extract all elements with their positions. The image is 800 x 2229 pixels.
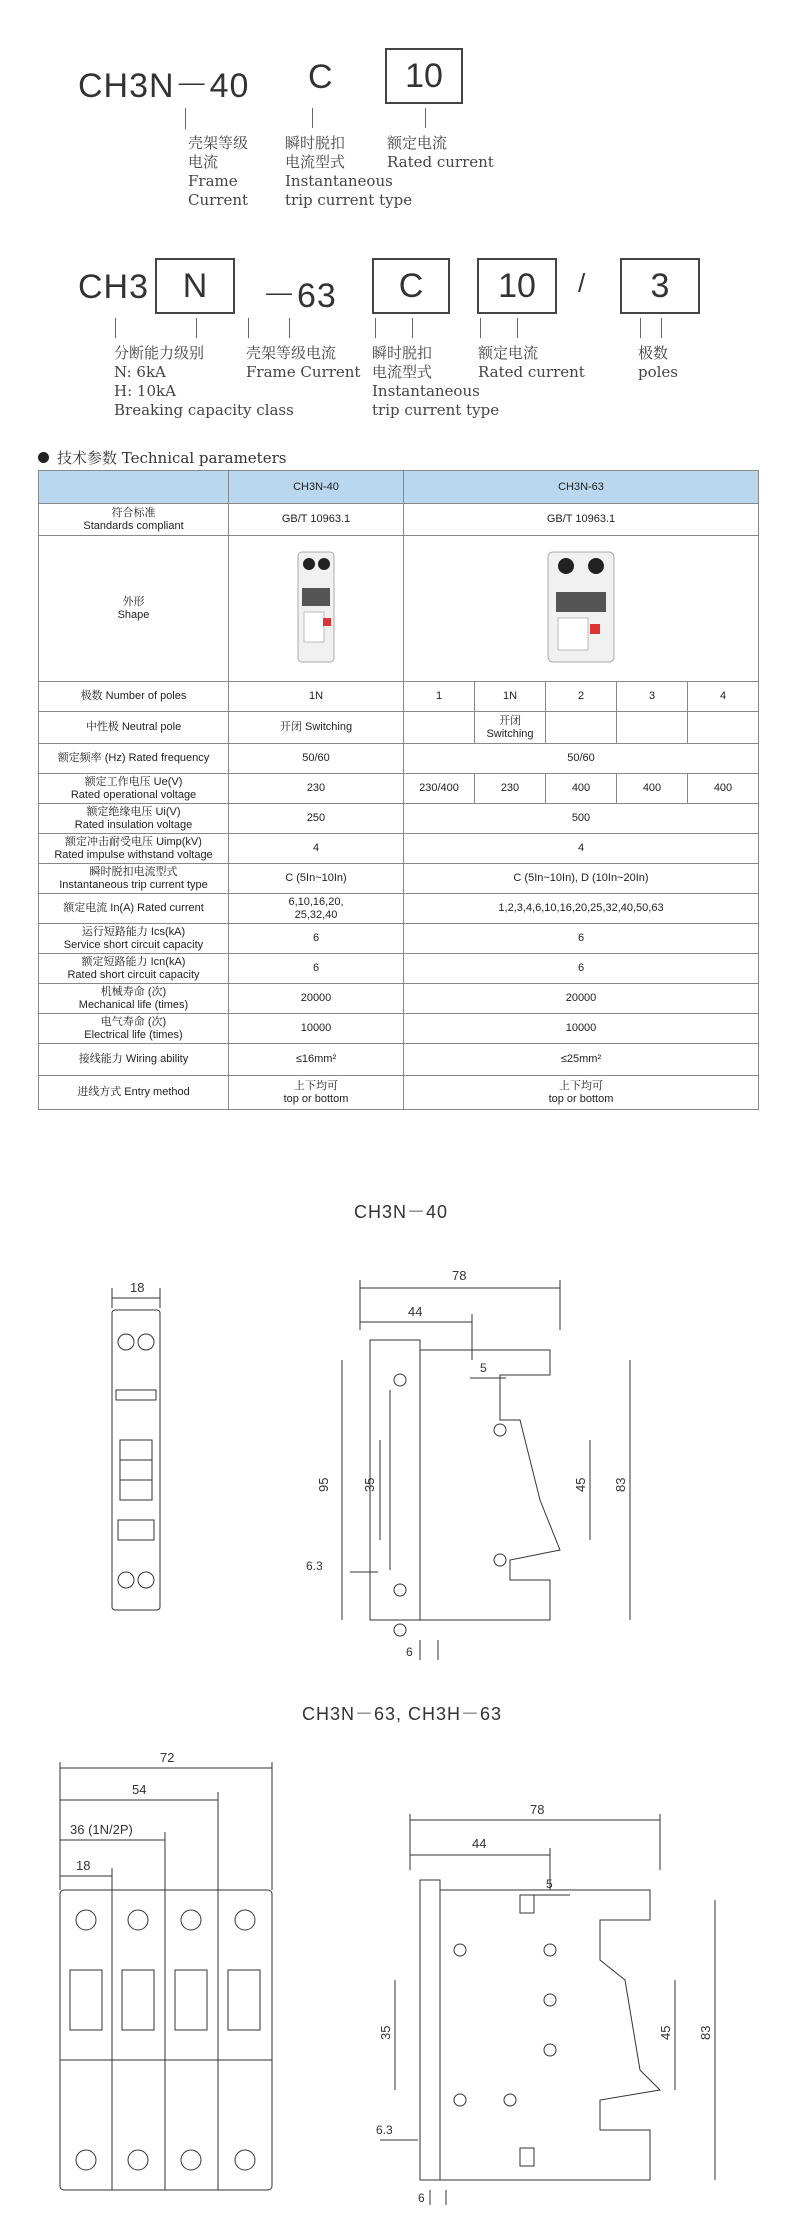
model2-frame: －63	[262, 277, 337, 315]
cell-value: 20000	[404, 984, 759, 1014]
cell-value: GB/T 10963.1	[404, 504, 759, 536]
technical-parameters-table	[38, 470, 759, 1110]
table-row	[39, 682, 759, 712]
model1-bracket-frame	[185, 108, 186, 129]
model1-prefix: CH3N－40	[78, 67, 250, 105]
model2-current-box: 10	[477, 258, 557, 314]
cell-value: 10000	[404, 1014, 759, 1044]
dim-78: 78	[530, 1802, 545, 1817]
model1-bracket-rated	[385, 108, 426, 128]
header-blank	[39, 471, 229, 504]
cell-value: C (5In~10In), D (10In~20In)	[404, 864, 759, 894]
row-label: 进线方式 Entry method	[39, 1076, 229, 1110]
section-header	[38, 447, 286, 468]
model2-slash: /	[578, 268, 587, 298]
row-label: 额定电流 In(A) Rated current	[39, 894, 229, 924]
cell-value: ≤16mm²	[229, 1044, 404, 1076]
cell-value: 开闭 Switching	[229, 712, 404, 744]
table-row	[39, 1044, 759, 1076]
row-label: 极数 Number of poles	[39, 682, 229, 712]
model2-bracket-rated	[480, 318, 518, 338]
table-row	[39, 984, 759, 1014]
cell-value: 6	[404, 924, 759, 954]
dim-6: 6	[406, 1645, 413, 1659]
model2-prefix: CH3	[78, 268, 150, 306]
header-ch3n-63: CH3N-63	[404, 471, 759, 504]
model2-legend-poles: 极数 poles	[638, 344, 679, 381]
table-header-row	[39, 471, 759, 504]
row-label: 电气寿命 (次) Electrical life (times)	[39, 1014, 229, 1044]
dim-35: 35	[362, 1477, 377, 1492]
cell-value: 20000	[229, 984, 404, 1014]
drawing1-front-view	[100, 1280, 190, 1620]
cell-value: 230/400	[404, 774, 475, 804]
dim-44: 44	[472, 1836, 487, 1851]
bullet-icon	[38, 452, 49, 463]
product-photo-2p-breaker	[546, 548, 616, 666]
shape-cell-ch3n-40	[229, 536, 404, 682]
dim-5: 5	[480, 1361, 487, 1375]
cell-value: 400	[546, 774, 617, 804]
row-label: 瞬时脱扣电流型式 Instantaneous trip current type	[39, 864, 229, 894]
dim-front-width: 18	[130, 1280, 145, 1295]
cell-value: 6	[404, 954, 759, 984]
product-photo-1p-breaker	[296, 548, 336, 666]
drawing2-front-view	[40, 1740, 300, 2210]
dim-45: 45	[658, 2025, 673, 2040]
cell-value: 6,10,16,20, 25,32,40	[229, 894, 404, 924]
cell-value: 500	[404, 804, 759, 834]
model2-bracket-trip	[375, 318, 413, 338]
shape-cell-ch3n-63	[404, 536, 759, 682]
table-row	[39, 1014, 759, 1044]
cell-value: 上下均可 top or bottom	[229, 1076, 404, 1110]
row-label: 符合标准 Standards compliant	[39, 504, 229, 536]
drawing1-side-view	[270, 1240, 710, 1660]
cell-value: 1N	[229, 682, 404, 712]
row-label: 机械寿命 (次) Mechanical life (times)	[39, 984, 229, 1014]
cell-empty	[688, 712, 759, 744]
dim-6-3: 6.3	[306, 1559, 323, 1573]
drawing2-title: CH3N－63, CH3H－63	[302, 1704, 503, 1724]
row-label: 额定冲击耐受电压 Uimp(kV) Rated impulse withstand voltage	[39, 834, 229, 864]
cell-empty	[404, 712, 475, 744]
cell-value: 3	[617, 682, 688, 712]
row-label: 运行短路能力 Ics(kA) Service short circuit capacity	[39, 924, 229, 954]
row-label: 中性极 Neutral pole	[39, 712, 229, 744]
cell-value: 4	[404, 834, 759, 864]
cell-value: 开闭 Switching	[475, 712, 546, 744]
cell-value: 上下均可 top or bottom	[404, 1076, 759, 1110]
row-label: 外形 Shape	[39, 536, 229, 682]
cell-value: C (5In~10In)	[229, 864, 404, 894]
dim-5: 5	[546, 1877, 553, 1891]
drawing2-side-view	[370, 1800, 760, 2210]
cell-value: 230	[229, 774, 404, 804]
model1-legend-rated: 额定电流 Rated current	[387, 134, 494, 171]
model1-bracket-trip	[290, 108, 313, 128]
dim-6: 6	[418, 2191, 425, 2205]
dim-side-width: 78	[452, 1268, 467, 1283]
model2-legend-breaking: 分断能力级别 N: 6kA H: 10kA Breaking capacity class	[114, 344, 294, 419]
model2-bracket-poles	[640, 318, 662, 338]
cell-value: GB/T 10963.1	[229, 504, 404, 536]
model2-legend-frame: 壳架等级电流 Frame Current	[246, 344, 361, 381]
drawing1-title: CH3N－40	[354, 1202, 449, 1222]
dim-83: 83	[698, 2025, 713, 2040]
row-label: 接线能力 Wiring ability	[39, 1044, 229, 1076]
model1-legend-frame: 壳架等级 电流 Frame Current	[188, 134, 249, 209]
table-row	[39, 834, 759, 864]
cell-value: 50/60	[229, 744, 404, 774]
model1-current-box: 10	[385, 48, 463, 104]
section-title: 技术参数 Technical parameters	[57, 449, 287, 467]
table-row	[39, 954, 759, 984]
cell-value: 250	[229, 804, 404, 834]
cell-empty	[617, 712, 688, 744]
dim-18: 18	[76, 1858, 91, 1873]
dim-side-44: 44	[408, 1304, 423, 1319]
dim-95: 95	[316, 1477, 331, 1492]
model2-trip-box: C	[372, 258, 450, 314]
cell-value: 10000	[229, 1014, 404, 1044]
model1-legend-trip: 瞬时脱扣 电流型式 Instantaneous trip current type	[285, 134, 413, 209]
model1-trip: C	[308, 58, 334, 96]
cell-value: 4	[229, 834, 404, 864]
table-row	[39, 504, 759, 536]
cell-value: 1	[404, 682, 475, 712]
model2-poles-box: 3	[620, 258, 700, 314]
table-row	[39, 536, 759, 682]
dim-83: 83	[613, 1477, 628, 1492]
table-row	[39, 864, 759, 894]
table-row	[39, 804, 759, 834]
model2-legend-rated: 额定电流 Rated current	[478, 344, 585, 381]
dim-6-3: 6.3	[376, 2123, 393, 2137]
cell-value: ≤25mm²	[404, 1044, 759, 1076]
dim-72: 72	[160, 1750, 175, 1765]
cell-empty	[546, 712, 617, 744]
cell-value: 6	[229, 924, 404, 954]
cell-value: 50/60	[404, 744, 759, 774]
cell-value: 2	[546, 682, 617, 712]
model2-legend-trip: 瞬时脱扣 电流型式 Instantaneous trip current type	[372, 344, 500, 419]
model2-bracket-frame	[248, 318, 290, 338]
table-row	[39, 774, 759, 804]
dim-35: 35	[378, 2025, 393, 2040]
header-ch3n-40: CH3N-40	[229, 471, 404, 504]
cell-value: 230	[475, 774, 546, 804]
model2-breaking-box: N	[155, 258, 235, 314]
cell-value: 6	[229, 954, 404, 984]
dim-36: 36 (1N/2P)	[70, 1822, 133, 1837]
table-row	[39, 1076, 759, 1110]
cell-value: 4	[688, 682, 759, 712]
cell-value: 1N	[475, 682, 546, 712]
row-label: 额定绝缘电压 Ui(V) Rated insulation voltage	[39, 804, 229, 834]
model2-bracket-breaking	[115, 318, 197, 338]
table-row	[39, 894, 759, 924]
row-label: 额定短路能力 Icn(kA) Rated short circuit capacity	[39, 954, 229, 984]
dim-45: 45	[573, 1477, 588, 1492]
cell-value: 400	[688, 774, 759, 804]
row-label: 额定频率 (Hz) Rated frequency	[39, 744, 229, 774]
row-label: 额定工作电压 Ue(V) Rated operational voltage	[39, 774, 229, 804]
table-row	[39, 744, 759, 774]
dim-54: 54	[132, 1782, 147, 1797]
cell-value: 1,2,3,4,6,10,16,20,25,32,40,50,63	[404, 894, 759, 924]
table-row	[39, 712, 759, 744]
cell-value: 400	[617, 774, 688, 804]
table-row	[39, 924, 759, 954]
